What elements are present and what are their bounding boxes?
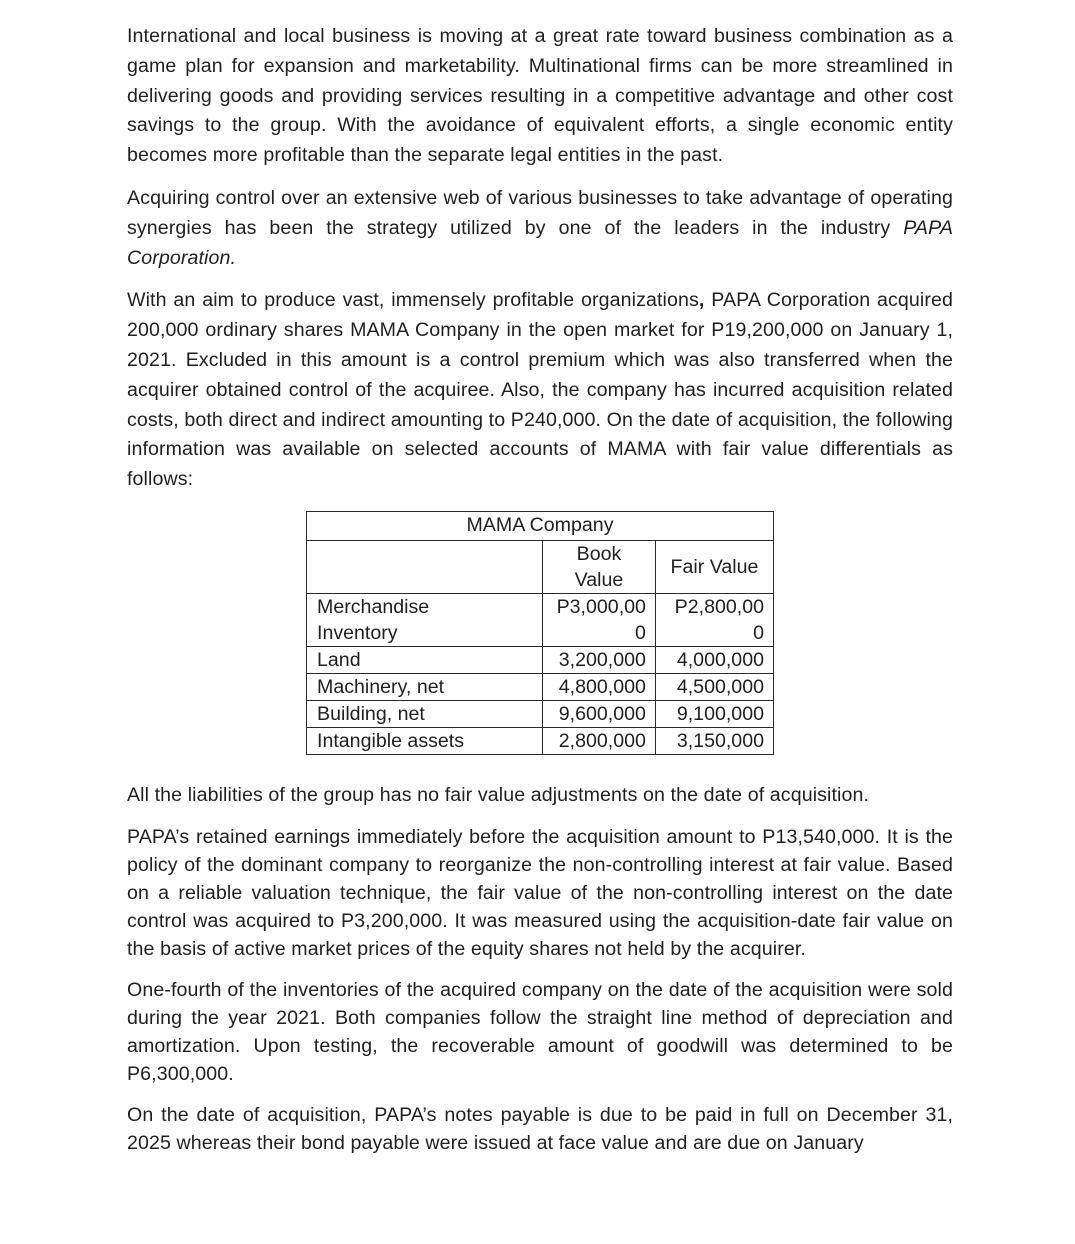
row-fair-value: 9,100,000 xyxy=(655,700,773,727)
fair-value-line1: P2,800,00 xyxy=(674,595,764,618)
paragraph-acquisition-text-c: in the open market for P19,200,000 on January 1, 2021. Excluded in this amount is a control premium which was also transferred when the acquirer obtained control of the acquiree. Also, the company has incurred acquisition related costs, both direct and indirect amounting to P240,000. On the date of acquisition, the following information was available on selected accounts of MAMA with fair value differentials as follows: xyxy=(127,319,954,491)
fair-value-line2: 0 xyxy=(753,621,764,644)
table-header-fair-value: Fair Value xyxy=(655,540,773,593)
row-book-value: 3,200,000 xyxy=(543,646,656,673)
table-row xyxy=(307,673,774,700)
row-label-line2: Inventory xyxy=(317,621,398,644)
paragraph-acquisition-comma: , xyxy=(698,289,712,312)
row-book-value: 2,800,000 xyxy=(543,727,656,754)
table-title-row xyxy=(307,511,774,540)
document-page xyxy=(127,22,953,1157)
table-row xyxy=(307,727,774,754)
row-label-intangible-assets: Intangible assets xyxy=(307,727,543,754)
paragraph-intro: International and local business is moving at a great rate toward business combination as a game plan for expansion and marketability. Multinational firms can be more streamlined in delivering goods and providing services resulting in a competitive advantage and other cost savings to the group. With the avoidance of equivalent efforts, a single economic entity becomes more profitable than the separate legal entities in the past. xyxy=(127,25,953,167)
fair-value-table-wrapper xyxy=(306,511,774,781)
table-title: MAMA Company xyxy=(307,511,774,540)
paragraph-strategy-text: Acquiring control over an extensive web of various businesses to take advantage of operating synergies has been the strategy utilized by one of the leaders in the industry xyxy=(127,186,953,239)
paragraph-acquisition-text-a: With an aim to produce vast, immensely profitable organizations xyxy=(127,289,699,312)
table-header-book-value xyxy=(543,540,656,593)
row-fair-value: 4,000,000 xyxy=(655,646,773,673)
row-book-value xyxy=(543,593,656,646)
paragraph-notes-payable: On the date of acquisition, PAPA’s notes payable is due to be paid in full on December 31, 2025 whereas their bond payable were issued at face value and are due on January xyxy=(127,1103,953,1154)
row-fair-value xyxy=(655,593,773,646)
book-value-line1: P3,000,00 xyxy=(556,595,646,618)
paragraph-inventories: One-fourth of the inventories of the acquired company on the date of the acquisition were sold during the year 2021. Both companies follow the straight line method of depreciation and amortization. Upon testing, the recoverable amount of goodwill was determined to be P6,300,000. xyxy=(127,978,953,1085)
paragraph-strategy xyxy=(127,184,953,273)
header-book-line1: Book xyxy=(576,542,622,565)
row-label-line1: Merchandise xyxy=(317,595,430,618)
paragraph-acquisition xyxy=(127,286,953,495)
company-name-mama: MAMA Company xyxy=(350,319,500,342)
paragraph-acquisition-text-b: acquired 200,000 ordinary shares xyxy=(127,289,953,342)
company-name-papa-italic: PAPA Corporation. xyxy=(127,216,953,269)
company-name-papa: PAPA Corporation xyxy=(711,289,871,312)
table-header-row xyxy=(307,540,774,593)
paragraph-retained-earnings: PAPA’s retained earnings immediately before the acquisition amount to P13,540,000. It is the policy of the dominant company to reorganize the non-controlling interest at fair value. Based on a reliable valuation technique, the fair value of the non-controlling interest on the date control was acquired to P3,200,000. It was measured using the acquisition-date fair value on the basis of active market prices of the equity shares not held by the acquirer. xyxy=(127,825,953,960)
fair-value-table xyxy=(306,511,774,755)
row-label-building: Building, net xyxy=(307,700,543,727)
row-fair-value: 4,500,000 xyxy=(655,673,773,700)
row-fair-value: 3,150,000 xyxy=(655,727,773,754)
row-book-value: 9,600,000 xyxy=(543,700,656,727)
table-row xyxy=(307,700,774,727)
table-header-blank xyxy=(307,540,543,593)
header-book-line2: Value xyxy=(574,568,624,591)
book-value-line2: 0 xyxy=(635,621,646,644)
row-label-merchandise-inventory xyxy=(307,593,543,646)
row-book-value: 4,800,000 xyxy=(543,673,656,700)
row-label-land: Land xyxy=(307,646,543,673)
table-row xyxy=(307,646,774,673)
table-row xyxy=(307,593,774,646)
paragraph-liabilities: All the liabilities of the group has no fair value adjustments on the date of acquisition. xyxy=(127,783,870,806)
row-label-machinery: Machinery, net xyxy=(307,673,543,700)
